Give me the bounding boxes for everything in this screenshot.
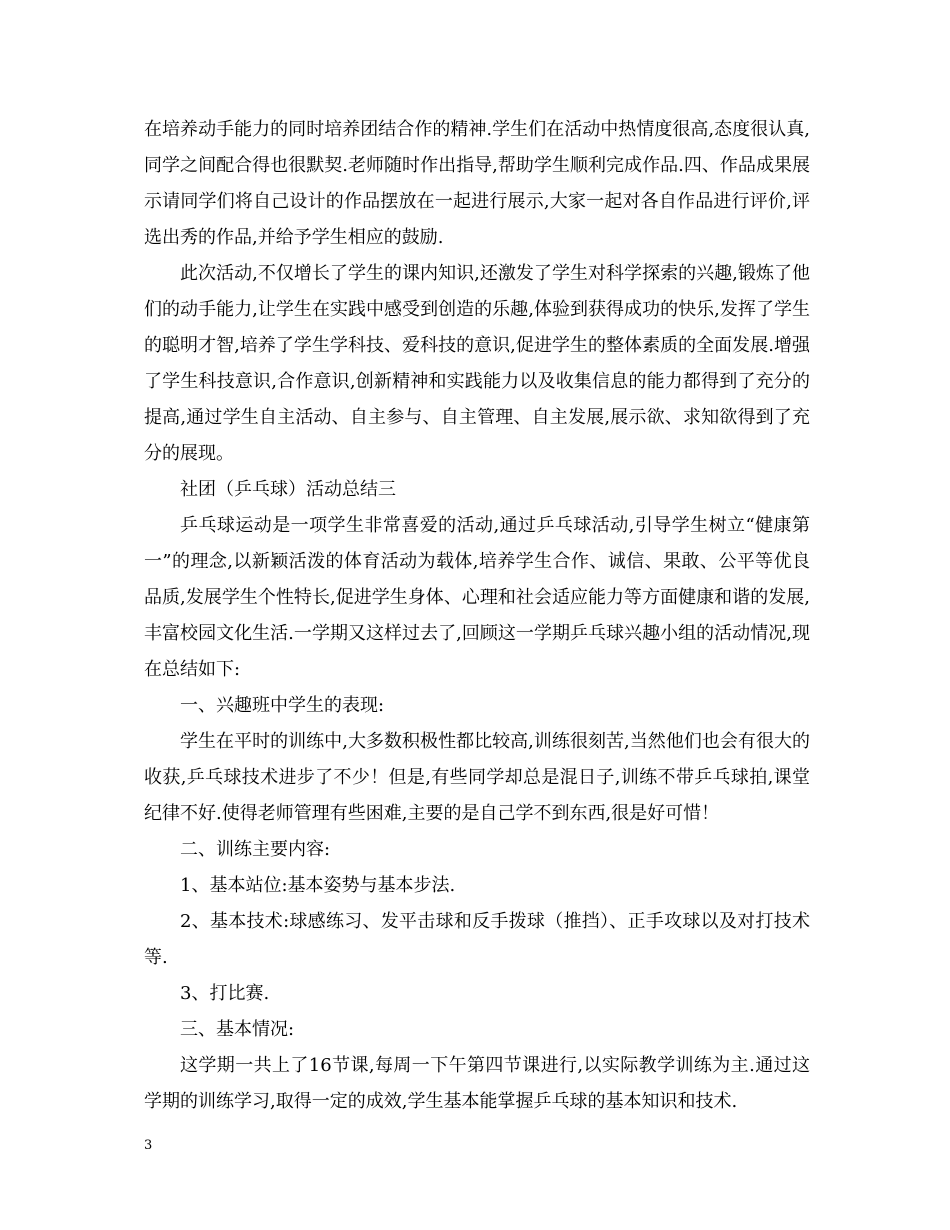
list-item-3: 3、打比赛.: [180, 983, 270, 1004]
paragraph-3: 乒乓球运动是一项学生非常喜爱的活动,通过乒乓球活动,引导学生树立“健康第一”的理念,以新颖活泼的体育活动为载体,培养学生合作、诚信、果敢、公平等优良品质,发展学生个性特长,促进学生身体、心理和社会适应能力等方面健康和谐的发展,丰富校园文化生活.一学期又这样过去了,回顾这一学期乒乓球兴趣小组的活动情况,现在总结如下:: [144, 515, 810, 680]
page-number: 3: [144, 1138, 153, 1153]
subheading-3: 三、基本情况:: [180, 1019, 295, 1040]
section-heading: 社团（乒乓球）活动总结三: [180, 479, 396, 500]
paragraph-5: 这学期一共上了16节课,每周一下午第四节课进行,以实际教学训练为主.通过这学期的训练学习,取得一定的成效,学生基本能掌握乒乓球的基本知识和技术.: [144, 1055, 810, 1112]
paragraph-1: 在培养动手能力的同时培养团结合作的精神.学生们在活动中热情度很高,态度很认真,同学之间配合得也很默契.老师随时作出指导,帮助学生顺利完成作品.四、作品成果展示请同学们将自己设计的作品摆放在一起进行展示,大家一起对各自作品进行评价,评选出秀的作品,并给予学生相应的鼓励.: [144, 119, 810, 248]
list-item-1: 1、基本站位:基本姿势与基本步法.: [180, 875, 456, 896]
paragraph-4: 学生在平时的训练中,大多数积极性都比较高,训练很刻苦,当然他们也会有很大的收获,乒乓球技术进步了不少！但是,有些同学却总是混日子,训练不带乒乓球拍,课堂纪律不好.使得老师管理有些困难,主要的是自己学不到东西,很是好可惜！: [144, 731, 810, 824]
subheading-2: 二、训练主要内容:: [180, 839, 331, 860]
list-item-2: 2、基本技术:球感练习、发平击球和反手拨球（推挡）、正手攻球以及对打技术等.: [144, 911, 810, 968]
document-body: [144, 112, 810, 1120]
paragraph-2: 此次活动,不仅增长了学生的课内知识,还激发了学生对科学探索的兴趣,锻炼了他们的动手能力,让学生在实践中感受到创造的乐趣,体验到获得成功的快乐,发挥了学生的聪明才智,培养了学生学科技、爱科技的意识,促进学生的整体素质的全面发展.增强了学生科技意识,合作意识,创新精神和实践能力以及收集信息的能力都得到了充分的提高,通过学生自主活动、自主参与、自主管理、自主发展,展示欲、求知欲得到了充分的展现。: [144, 263, 810, 464]
subheading-1: 一、兴趣班中学生的表现:: [180, 695, 385, 716]
